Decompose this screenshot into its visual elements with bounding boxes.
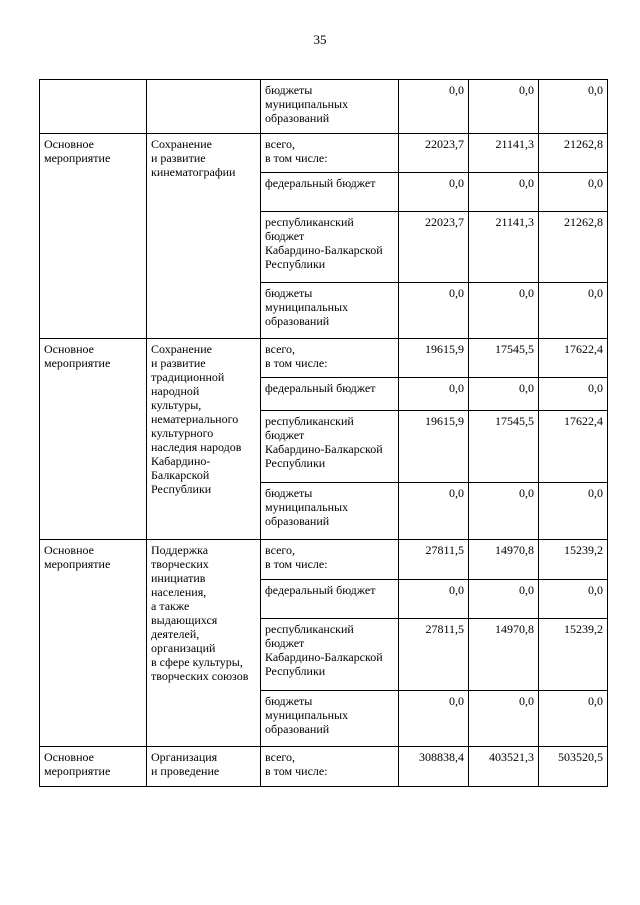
value-year-2-cell: 0,0 [469,580,539,619]
value-year-1-cell: 0,0 [399,483,469,540]
funding-source-cell: всего, в том числе: [261,339,399,378]
value-year-3-cell: 0,0 [539,483,608,540]
funding-source-cell: республиканский бюджет Кабардино-Балкарской Республики [261,212,399,283]
value-year-3-cell: 0,0 [539,80,608,134]
value-year-2-cell: 403521,3 [469,747,539,787]
event-type-cell: Основное мероприятие [40,339,147,540]
value-year-1-cell: 0,0 [399,580,469,619]
table-row [40,134,608,173]
value-year-2-cell: 0,0 [469,378,539,411]
value-year-3-cell: 21262,8 [539,212,608,283]
funding-source-cell: всего, в том числе: [261,134,399,173]
value-year-2-cell: 21141,3 [469,134,539,173]
funding-source-cell: всего, в том числе: [261,540,399,580]
value-year-2-cell: 0,0 [469,173,539,212]
budget-table [39,79,608,787]
value-year-3-cell: 0,0 [539,173,608,212]
funding-source-cell: федеральный бюджет [261,378,399,411]
event-type-cell: Основное мероприятие [40,134,147,339]
value-year-1-cell: 0,0 [399,691,469,747]
value-year-1-cell: 0,0 [399,173,469,212]
empty-cell [40,80,147,134]
event-name-cell: Сохранение и развитие традиционной народной культуры, нематериального культурного наследия народов Кабардино- Балкарской Республики [147,339,261,540]
table-row [40,540,608,580]
value-year-2-cell: 0,0 [469,691,539,747]
value-year-3-cell: 0,0 [539,378,608,411]
event-name-cell: Сохранение и развитие кинематографии [147,134,261,339]
table-row [40,80,608,134]
value-year-3-cell: 17622,4 [539,411,608,483]
funding-source-cell: бюджеты муниципальных образований [261,483,399,540]
page-number: 35 [313,32,327,47]
value-year-2-cell: 14970,8 [469,540,539,580]
value-year-1-cell: 22023,7 [399,212,469,283]
value-year-3-cell: 15239,2 [539,619,608,691]
value-year-3-cell: 0,0 [539,691,608,747]
event-name-cell: Поддержка творческих инициатив населения, а также выдающихся деятелей, организаций в сфере культуры, творческих союзов [147,540,261,747]
event-name-cell: Организация и проведение [147,747,261,787]
value-year-2-cell: 17545,5 [469,411,539,483]
funding-source-cell: бюджеты муниципальных образований [261,691,399,747]
value-year-2-cell: 17545,5 [469,339,539,378]
value-year-1-cell: 27811,5 [399,540,469,580]
value-year-3-cell: 17622,4 [539,339,608,378]
funding-source-cell: республиканский бюджет Кабардино-Балкарской Республики [261,619,399,691]
event-type-cell: Основное мероприятие [40,747,147,787]
value-year-3-cell: 0,0 [539,283,608,339]
empty-cell [147,80,261,134]
event-type-cell: Основное мероприятие [40,540,147,747]
value-year-2-cell: 0,0 [469,80,539,134]
funding-source-cell: республиканский бюджет Кабардино-Балкарской Республики [261,411,399,483]
value-year-1-cell: 27811,5 [399,619,469,691]
value-year-1-cell: 19615,9 [399,339,469,378]
value-year-2-cell: 14970,8 [469,619,539,691]
value-year-1-cell: 0,0 [399,283,469,339]
funding-source-cell: федеральный бюджет [261,173,399,212]
value-year-2-cell: 0,0 [469,283,539,339]
value-year-1-cell: 308838,4 [399,747,469,787]
funding-source-cell: бюджеты муниципальных образований [261,283,399,339]
value-year-2-cell: 0,0 [469,483,539,540]
table-row [40,339,608,378]
value-year-1-cell: 22023,7 [399,134,469,173]
value-year-3-cell: 15239,2 [539,540,608,580]
value-year-1-cell: 19615,9 [399,411,469,483]
funding-source-cell: всего, в том числе: [261,747,399,787]
value-year-1-cell: 0,0 [399,378,469,411]
funding-source-cell: федеральный бюджет [261,580,399,619]
funding-source-cell: бюджеты муниципальных образований [261,80,399,134]
value-year-3-cell: 503520,5 [539,747,608,787]
value-year-2-cell: 21141,3 [469,212,539,283]
value-year-3-cell: 0,0 [539,580,608,619]
value-year-3-cell: 21262,8 [539,134,608,173]
table-row [40,747,608,787]
value-year-1-cell: 0,0 [399,80,469,134]
